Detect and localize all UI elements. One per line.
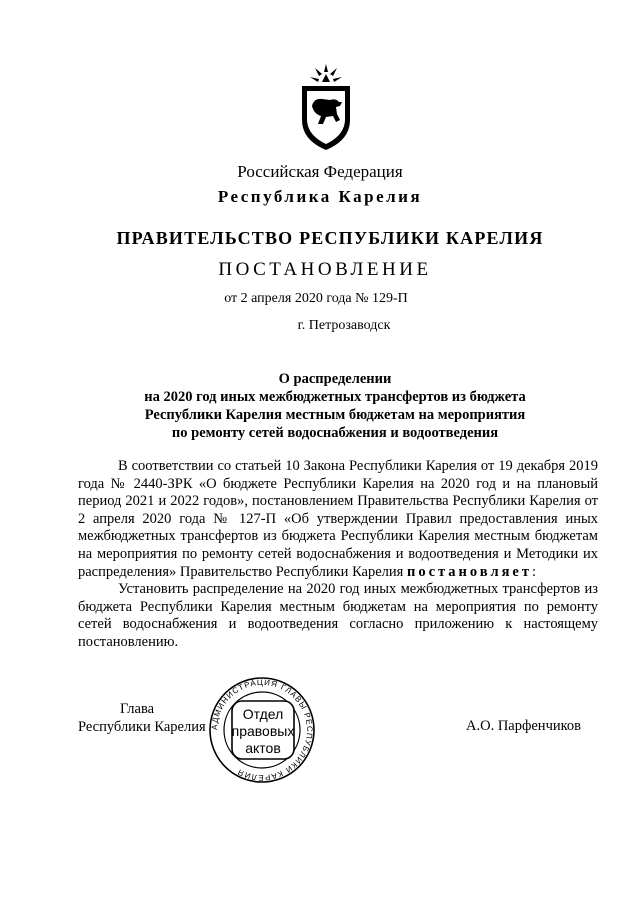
title-line: на 2020 год иных межбюджетных трансфертов из бюджета — [144, 389, 526, 405]
city-name: г. Петрозаводск — [297, 318, 391, 333]
date-and-number: от 2 апреля 2020 года № 129-П — [224, 291, 408, 306]
signatory-title-line2: Республики Карелия — [78, 719, 206, 735]
body-paragraph-2: Установить распределение на 2020 год иных межбюджетных трансфертов из бюджета Республики Карелия местным бюджетам на мероприятия по ремонту сетей водоснабжения и водоотведения согласно приложению к настоящему постановлению. — [78, 581, 598, 650]
stamp-line-1: Отдел — [242, 706, 284, 722]
stamp-line-2: правовых — [231, 723, 295, 739]
republic-name: Республика Карелия — [217, 187, 423, 206]
country-name: Российская Федерация — [237, 162, 403, 181]
signatory-title-line1: Глава — [120, 701, 155, 717]
signatory-name: А.О. Парфенчиков — [466, 718, 582, 734]
title-line: О распределении — [278, 371, 392, 387]
government-name: ПРАВИТЕЛЬСТВО РЕСПУБЛИКИ КАРЕЛИЯ — [116, 228, 544, 248]
title-line: по ремонту сетей водоснабжения и водоотведения — [171, 425, 499, 441]
document-type: ПОСТАНОВЛЕНИЕ — [218, 259, 432, 280]
paragraph-1-text: В соответствии со статьей 10 Закона Республики Карелия от 19 декабря 2019 года № 2440-ЗРК «О бюджете Республики Карелия на 2020 год и на плановый период 2021 и 2022 годов», постановлением Правительства Республики Карелия от 2 апреля 2020 года № 127-П «Об утверждении Правил предоставления иных межбюджетных трансфертов из бюджета Республики Карелия местным бюджетам на мероприятия по ремонту сетей водоснабжения и водоотведения и Методики их распределения» Правительство Республики Карелия — [78, 458, 598, 580]
decrees-word: постановляет — [406, 563, 532, 580]
stamp-ring-text: АДМИНИСТРАЦИЯ ГЛАВЫ РЕСПУБЛИКИ КАРЕЛИЯ — [209, 677, 315, 783]
karelia-coat-of-arms-icon — [296, 62, 356, 152]
document-body — [78, 458, 598, 652]
paragraph-1-end: : — [531, 563, 537, 580]
title-line: Республики Карелия местным бюджетам на мероприятия — [144, 407, 526, 423]
official-stamp — [202, 675, 322, 785]
signatory-title — [78, 700, 206, 736]
stamp-line-3: актов — [245, 740, 281, 756]
body-paragraph-1 — [78, 458, 598, 581]
document-title — [100, 370, 570, 442]
